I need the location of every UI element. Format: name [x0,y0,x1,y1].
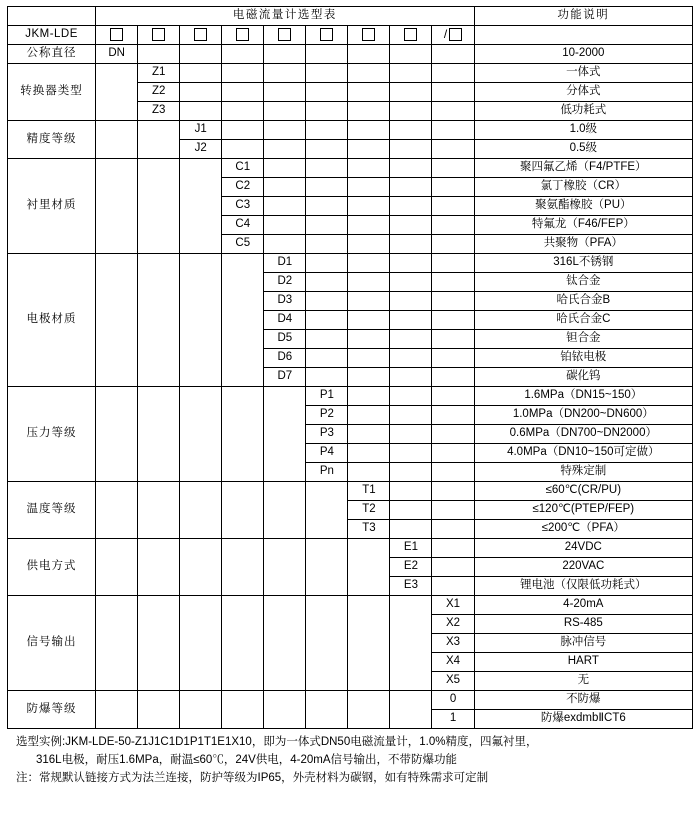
blank-cell [180,596,222,691]
desc-cell: 4-20mA [474,596,692,615]
blank-cell [306,273,348,292]
blank-cell [390,406,432,425]
model-checkbox-1[interactable] [96,26,138,45]
blank-cell [432,159,474,178]
blank-cell [390,254,432,273]
blank-cell [306,235,348,254]
model-checkbox-4[interactable] [222,26,264,45]
desc-cell: 一体式 [474,64,692,83]
row-category-nominal-diameter: 公称直径 [8,45,96,64]
code-cell-p2[interactable]: P2 [306,406,348,425]
model-prefix: JKM-LDE [8,26,96,45]
blank-cell [138,691,180,729]
note-example-line2: 316L电极，耐压1.6MPa，耐温≤60℃，24V供电，4-20mA信号输出，不带防爆功能 [36,753,458,766]
blank-cell [390,121,432,140]
code-cell-ex0[interactable]: 0 [432,691,474,710]
model-checkbox-9[interactable] [432,26,474,45]
table-row [8,159,693,178]
blank-cell [348,83,390,102]
blank-cell [390,482,432,501]
desc-cell: 不防爆 [474,691,692,710]
code-cell-c3[interactable]: C3 [222,197,264,216]
selection-table [7,6,693,729]
code-cell-x3[interactable]: X3 [432,634,474,653]
blank-cell [390,64,432,83]
blank-cell [180,254,222,387]
table-row [8,387,693,406]
blank-cell [96,596,138,691]
blank-cell [96,159,138,254]
blank-cell [432,83,474,102]
checkbox-icon [362,28,375,41]
blank-cell [432,539,474,558]
blank-cell [138,159,180,254]
row-category-electrode-material: 电极材质 [8,254,96,387]
blank-cell [390,387,432,406]
row-category-explosion-proof: 防爆等级 [8,691,96,729]
blank-cell [432,349,474,368]
code-cell-d3[interactable]: D3 [264,292,306,311]
blank-cell [96,691,138,729]
code-cell-p1[interactable]: P1 [306,387,348,406]
desc-cell: 铂铱电极 [474,349,692,368]
notes-block [16,734,687,787]
blank-cell [432,197,474,216]
blank-cell [390,45,432,64]
blank-cell [222,539,264,596]
code-cell-dn[interactable]: DN [96,45,138,64]
blank-cell [264,596,306,691]
blank-cell [96,482,138,539]
table-row [8,596,693,615]
table-row [8,482,693,501]
blank-cell [180,539,222,596]
blank-cell [222,482,264,539]
blank-cell [432,311,474,330]
blank-cell [432,235,474,254]
blank-cell [264,197,306,216]
blank-cell [432,140,474,159]
code-cell-x1[interactable]: X1 [432,596,474,615]
blank-cell [432,273,474,292]
code-cell-z2[interactable]: Z2 [138,83,180,102]
blank-cell [306,330,348,349]
header-function-col: 功能说明 [474,7,692,26]
blank-cell [390,292,432,311]
blank-cell [306,691,348,729]
blank-cell [264,159,306,178]
blank-cell [348,216,390,235]
blank-cell [348,330,390,349]
blank-cell [348,311,390,330]
model-code-row [8,26,693,45]
blank-cell [432,216,474,235]
blank-cell [390,501,432,520]
blank-cell [264,64,306,83]
blank-cell [96,387,138,482]
blank-cell [348,197,390,216]
blank-cell [390,216,432,235]
blank-cell [348,121,390,140]
blank-cell [138,539,180,596]
desc-cell: 钽合金 [474,330,692,349]
blank-cell [348,425,390,444]
desc-cell: RS-485 [474,615,692,634]
code-cell-d5[interactable]: D5 [264,330,306,349]
code-cell-d2[interactable]: D2 [264,273,306,292]
blank-cell [222,121,264,140]
blank-cell [348,235,390,254]
blank-cell [264,121,306,140]
blank-cell [264,387,306,482]
blank-cell [432,330,474,349]
desc-cell: 0.6MPa（DN700~DN2000） [474,425,692,444]
blank-cell [432,463,474,482]
blank-cell [390,102,432,121]
desc-cell: ≤60℃(CR/PU) [474,482,692,501]
note-remark-line: 注：常规默认链接方式为法兰连接，防护等级为IP65，外壳材料为碳钢，如有特殊需求可定制 [16,771,489,784]
row-category-converter-type: 转换器类型 [8,64,96,121]
blank-cell [348,64,390,83]
code-cell-e2[interactable]: E2 [390,558,432,577]
blank-cell [222,691,264,729]
desc-cell: 无 [474,672,692,691]
row-category-lining-material: 衬里材质 [8,159,96,254]
blank-cell [348,159,390,178]
code-cell-pn[interactable]: Pn [306,463,348,482]
blank-cell [264,216,306,235]
code-cell-e1[interactable]: E1 [390,539,432,558]
code-cell-c4[interactable]: C4 [222,216,264,235]
desc-cell: 低功耗式 [474,102,692,121]
checkbox-icon [236,28,249,41]
blank-cell [306,349,348,368]
table-row [8,691,693,710]
header-empty-cell [8,7,96,26]
desc-cell: 碳化钨 [474,368,692,387]
blank-cell [96,64,138,121]
blank-cell [180,159,222,254]
blank-cell [306,64,348,83]
blank-cell [180,482,222,539]
blank-cell [390,159,432,178]
desc-cell: 10-2000 [474,45,692,64]
blank-cell [432,292,474,311]
code-cell-x5[interactable]: X5 [432,672,474,691]
desc-cell: 哈氏合金B [474,292,692,311]
desc-cell: 24VDC [474,539,692,558]
blank-cell [222,596,264,691]
checkbox-icon [320,28,333,41]
desc-cell: 1.0MPa（DN200~DN600） [474,406,692,425]
blank-cell [390,83,432,102]
desc-cell: HART [474,653,692,672]
desc-cell: 1.6MPa（DN15~150） [474,387,692,406]
blank-cell [348,140,390,159]
blank-cell [432,121,474,140]
blank-cell [96,539,138,596]
note-example-line1: 选型实例:JKM-LDE-50-Z1J1C1D1P1T1E1X10，即为一体式DN50电磁流量计，1.0%精度，四氟衬里， [16,736,538,748]
blank-cell [306,216,348,235]
blank-cell [348,349,390,368]
blank-cell [432,178,474,197]
blank-cell [306,197,348,216]
blank-cell [264,102,306,121]
blank-cell [138,596,180,691]
row-category-accuracy-grade: 精度等级 [8,121,96,159]
code-cell-z1[interactable]: Z1 [138,64,180,83]
blank-cell [390,311,432,330]
desc-cell: 1.0级 [474,121,692,140]
table-header-row [8,7,693,26]
desc-cell: 0.5级 [474,140,692,159]
checkbox-icon [449,28,462,41]
blank-cell [306,140,348,159]
model-checkbox-6[interactable] [306,26,348,45]
blank-cell [432,102,474,121]
blank-cell [306,292,348,311]
blank-cell [348,596,390,691]
desc-cell: 分体式 [474,83,692,102]
blank-cell [180,83,222,102]
code-cell-c5[interactable]: C5 [222,235,264,254]
blank-cell [348,463,390,482]
blank-cell [348,691,390,729]
checkbox-icon [194,28,207,41]
blank-cell [348,387,390,406]
code-cell-p3[interactable]: P3 [306,425,348,444]
blank-cell [264,83,306,102]
blank-cell [138,482,180,539]
desc-cell: 聚四氟乙烯（F4/PTFE） [474,159,692,178]
table-row [8,64,693,83]
blank-cell [390,596,432,691]
blank-cell [180,102,222,121]
blank-cell [348,368,390,387]
code-cell-t3[interactable]: T3 [348,520,390,539]
desc-cell: ≤200℃（PFA） [474,520,692,539]
blank-cell [306,178,348,197]
blank-cell [180,387,222,482]
model-checkbox-5[interactable] [264,26,306,45]
blank-cell [306,121,348,140]
desc-cell: 哈氏合金C [474,311,692,330]
code-cell-t1[interactable]: T1 [348,482,390,501]
blank-cell [96,121,138,159]
blank-cell [222,45,264,64]
blank-cell [432,45,474,64]
model-checkbox-7[interactable] [348,26,390,45]
blank-cell [348,102,390,121]
model-checkbox-8[interactable] [390,26,432,45]
header-desc-empty [474,26,692,45]
blank-cell [432,577,474,596]
blank-cell [306,83,348,102]
code-cell-ex1[interactable]: 1 [432,710,474,729]
blank-cell [222,254,264,387]
desc-cell: 脉冲信号 [474,634,692,653]
desc-cell: 锂电池（仅限低功耗式） [474,577,692,596]
blank-cell [306,102,348,121]
row-category-power-supply: 供电方式 [8,539,96,596]
table-row [8,539,693,558]
blank-cell [222,387,264,482]
row-category-signal-output: 信号输出 [8,596,96,691]
blank-cell [138,121,180,159]
blank-cell [390,349,432,368]
blank-cell [306,539,348,596]
blank-cell [390,330,432,349]
blank-cell [348,539,390,596]
desc-cell: 防爆exdmbⅡCT6 [474,710,692,729]
code-cell-d4[interactable]: D4 [264,311,306,330]
blank-cell [306,368,348,387]
blank-cell [390,178,432,197]
blank-cell [264,140,306,159]
header-title: 电磁流量计选型表 [96,7,475,26]
code-cell-x4[interactable]: X4 [432,653,474,672]
code-cell-e3[interactable]: E3 [390,577,432,596]
desc-cell: 聚氨酯橡胶（PU） [474,197,692,216]
blank-cell [348,45,390,64]
blank-cell [264,539,306,596]
desc-cell: 316L不锈钢 [474,254,692,273]
blank-cell [390,368,432,387]
blank-cell [390,444,432,463]
blank-cell [432,406,474,425]
desc-cell: ≤120℃(PTEP/FEP) [474,501,692,520]
checkbox-icon [152,28,165,41]
blank-cell [432,501,474,520]
blank-cell [306,482,348,539]
blank-cell [180,45,222,64]
desc-cell: 氯丁橡胶（CR） [474,178,692,197]
blank-cell [390,273,432,292]
blank-cell [306,254,348,273]
blank-cell [348,444,390,463]
blank-cell [306,159,348,178]
blank-cell [348,178,390,197]
desc-cell: 4.0MPa（DN10~150可定做） [474,444,692,463]
code-cell-d1[interactable]: D1 [264,254,306,273]
selection-table-sheet [7,6,693,787]
blank-cell [432,444,474,463]
blank-cell [432,425,474,444]
blank-cell [432,254,474,273]
blank-cell [306,311,348,330]
blank-cell [222,140,264,159]
blank-cell [432,368,474,387]
desc-cell: 共聚物（PFA） [474,235,692,254]
blank-cell [264,235,306,254]
blank-cell [432,558,474,577]
code-cell-d6[interactable]: D6 [264,349,306,368]
blank-cell [432,482,474,501]
code-cell-j2[interactable]: J2 [180,140,222,159]
model-checkbox-3[interactable] [180,26,222,45]
blank-cell [348,406,390,425]
blank-cell [96,254,138,387]
blank-cell [264,45,306,64]
blank-cell [138,45,180,64]
desc-cell: 特氟龙（F46/FEP） [474,216,692,235]
desc-cell: 220VAC [474,558,692,577]
slash-separator: / [443,26,448,41]
desc-cell: 特殊定制 [474,463,692,482]
model-checkbox-2[interactable] [138,26,180,45]
blank-cell [432,387,474,406]
blank-cell [348,292,390,311]
blank-cell [432,520,474,539]
row-category-temperature-grade: 温度等级 [8,482,96,539]
desc-cell: 钛合金 [474,273,692,292]
blank-cell [390,197,432,216]
blank-cell [180,691,222,729]
code-cell-x2[interactable]: X2 [432,615,474,634]
blank-cell [348,254,390,273]
blank-cell [390,425,432,444]
checkbox-icon [110,28,123,41]
code-cell-z3[interactable]: Z3 [138,102,180,121]
blank-cell [222,83,264,102]
blank-cell [264,691,306,729]
code-cell-d7[interactable]: D7 [264,368,306,387]
table-row [8,45,693,64]
table-row [8,121,693,140]
blank-cell [306,596,348,691]
blank-cell [390,463,432,482]
blank-cell [222,64,264,83]
blank-cell [306,45,348,64]
blank-cell [138,387,180,482]
checkbox-icon [404,28,417,41]
blank-cell [390,520,432,539]
blank-cell [348,273,390,292]
blank-cell [390,235,432,254]
code-cell-c2[interactable]: C2 [222,178,264,197]
blank-cell [138,254,180,387]
code-cell-t2[interactable]: T2 [348,501,390,520]
blank-cell [222,102,264,121]
blank-cell [390,691,432,729]
blank-cell [264,482,306,539]
blank-cell [180,64,222,83]
blank-cell [264,178,306,197]
code-cell-c1[interactable]: C1 [222,159,264,178]
row-category-pressure-grade: 压力等级 [8,387,96,482]
table-row [8,254,693,273]
code-cell-p4[interactable]: P4 [306,444,348,463]
blank-cell [432,64,474,83]
blank-cell [390,140,432,159]
checkbox-icon [278,28,291,41]
code-cell-j1[interactable]: J1 [180,121,222,140]
